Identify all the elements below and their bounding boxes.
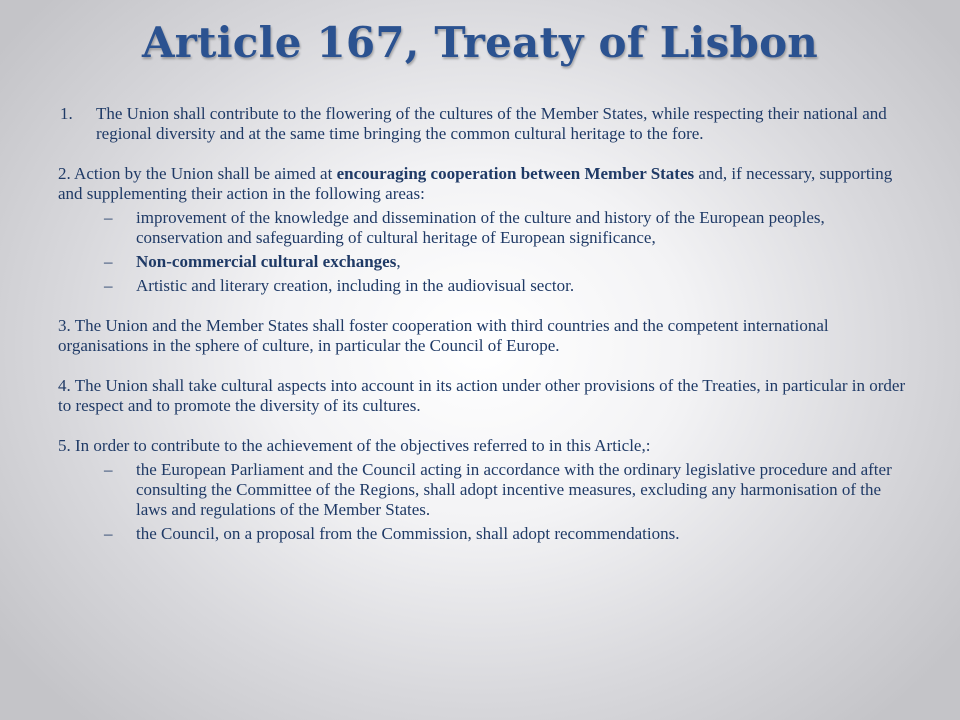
bullet-dash: – xyxy=(104,276,113,295)
paragraph-2-trail: and, if necessary, supporting and supplementing their action in the following areas: xyxy=(58,164,893,203)
list-item xyxy=(58,524,908,544)
slide-title: Article 167, Treaty of Lisbon xyxy=(141,18,819,67)
paragraph-5 xyxy=(58,436,908,544)
bullet-text-bold: Non-commercial cultural exchanges xyxy=(136,252,397,271)
paragraph-1-text: The Union shall contribute to the flowering of the cultures of the Member States, while respecting their national and regional diversity and at the same time bringing the common cultural heritage to the fore. xyxy=(96,104,887,143)
bullet-text: the Council, on a proposal from the Commission, shall adopt recommendations. xyxy=(136,524,680,543)
paragraph-4: 4. The Union shall take cultural aspects into account in its action under other provisions of the Treaties, in particular in order to respect and to promote the diversity of its cultures. xyxy=(58,376,906,415)
paragraph-1-number: 1. xyxy=(60,104,73,123)
bullet-text: improvement of the knowledge and dissemination of the culture and history of the European peoples, xyxy=(136,208,825,227)
slide-body xyxy=(58,104,908,564)
bullet-text: , xyxy=(396,252,401,271)
paragraph-2 xyxy=(58,164,908,296)
bullet-dash: – xyxy=(104,252,113,271)
paragraph-3: 3. The Union and the Member States shall foster cooperation with third countries and the competent international organisations in the sphere of culture, in particular the Council of Europe. xyxy=(58,316,829,355)
paragraph-2-emphasis: encouraging cooperation between Member States xyxy=(336,164,695,183)
list-item xyxy=(58,460,908,520)
paragraph-5-lead: 5. In order to contribute to the achievement of the objectives referred to in this Article,: xyxy=(58,436,651,455)
list-item xyxy=(58,276,908,296)
bullet-dash: – xyxy=(104,460,113,479)
bullet-dash: – xyxy=(104,208,113,227)
bullet-text: the European Parliament and the Council acting in accordance with the ordinary legislative procedure and after consulting the Committee of the Regions, shall adopt incentive measures, excluding any harmonisation of the laws and regulations of the Member States. xyxy=(136,460,892,519)
paragraph-5-bullet-list xyxy=(58,460,908,544)
bullet-dash: – xyxy=(104,524,113,543)
list-item xyxy=(58,252,908,272)
bullet-text: Artistic and literary creation, including in the audiovisual sector. xyxy=(136,276,575,295)
list-item xyxy=(58,208,908,248)
bullet-text: conservation and safeguarding of cultural heritage of European significance, xyxy=(136,228,656,247)
paragraph-1 xyxy=(58,104,908,144)
paragraph-2-lead: 2. Action by the Union shall be aimed at xyxy=(58,164,337,183)
paragraph-2-bullet-list xyxy=(58,208,908,296)
